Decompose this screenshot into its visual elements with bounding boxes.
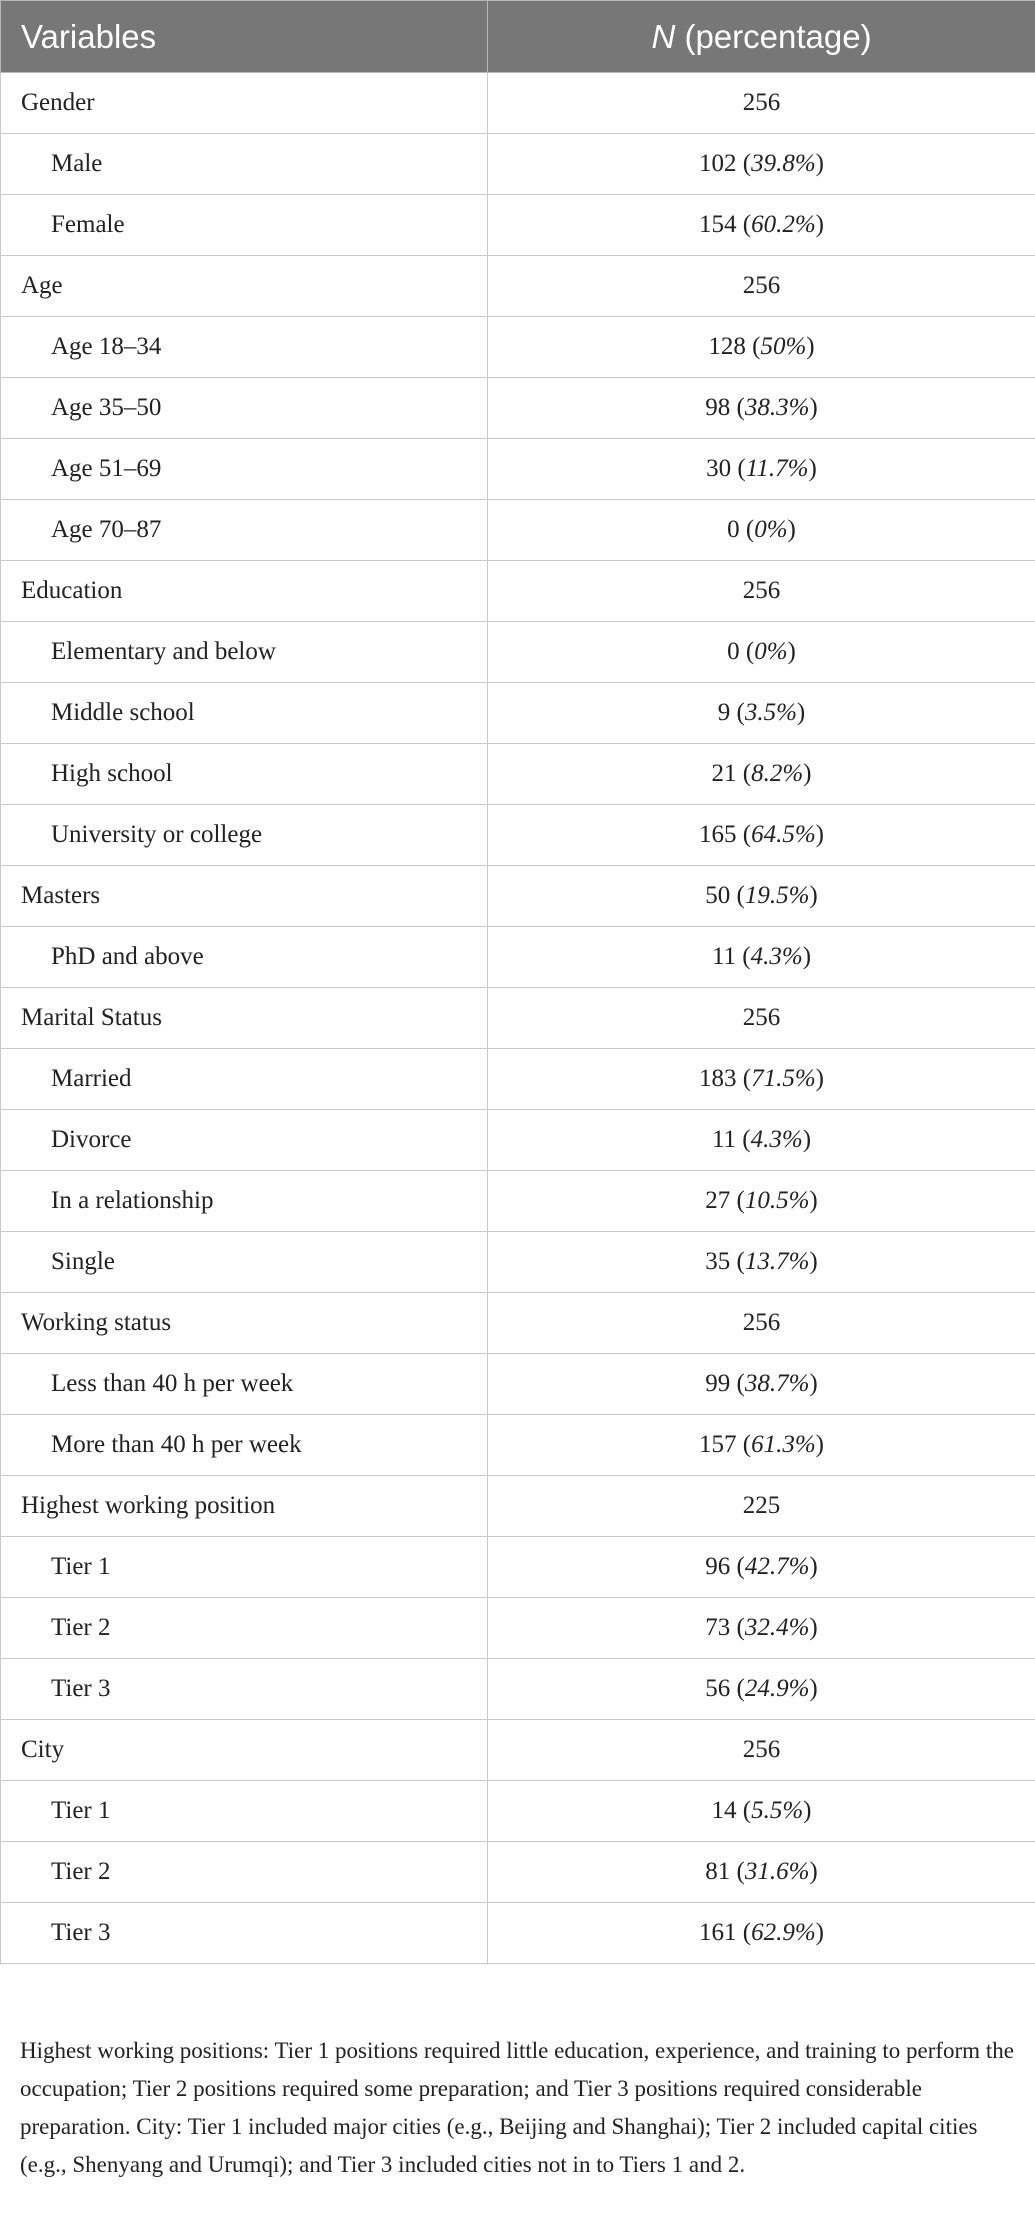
row-value: 165 (64.5%) bbox=[488, 805, 1035, 866]
row-percentage: 64.5% bbox=[751, 821, 816, 848]
row-count: 81 bbox=[705, 1858, 731, 1885]
table-row bbox=[1, 256, 1035, 317]
row-label: PhD and above bbox=[1, 927, 488, 988]
row-count: 73 bbox=[705, 1614, 731, 1641]
table-row bbox=[1, 1232, 1035, 1293]
row-percentage: 42.7% bbox=[744, 1553, 810, 1580]
row-percentage: 4.3% bbox=[750, 1126, 803, 1153]
row-count: 11 bbox=[711, 943, 737, 970]
row-count: 102 bbox=[699, 150, 737, 177]
row-label: Divorce bbox=[1, 1110, 488, 1171]
row-label: Tier 1 bbox=[1, 1781, 488, 1842]
row-label: Education bbox=[1, 561, 488, 622]
row-percentage: 50% bbox=[760, 333, 807, 360]
table-row bbox=[1, 378, 1035, 439]
row-percentage: 19.5% bbox=[744, 882, 810, 909]
row-value: 27 (10.5%) bbox=[488, 1171, 1035, 1232]
row-count: 256 bbox=[742, 1736, 781, 1763]
row-value bbox=[488, 988, 1035, 1049]
row-value: 98 (38.3%) bbox=[488, 378, 1035, 439]
row-percentage: 13.7% bbox=[744, 1248, 810, 1275]
row-percentage: 3.5% bbox=[744, 699, 797, 726]
row-count: 154 bbox=[699, 211, 737, 238]
table-row bbox=[1, 1171, 1035, 1232]
row-count: 183 bbox=[699, 1065, 737, 1092]
table-row bbox=[1, 683, 1035, 744]
row-value bbox=[488, 1476, 1035, 1537]
row-label: Single bbox=[1, 1232, 488, 1293]
row-value: 99 (38.7%) bbox=[488, 1354, 1035, 1415]
table-header-row bbox=[1, 1, 1035, 73]
row-label: Tier 3 bbox=[1, 1659, 488, 1720]
row-label: Tier 1 bbox=[1, 1537, 488, 1598]
row-label: Tier 2 bbox=[1, 1598, 488, 1659]
table-footnote: Highest working positions: Tier 1 positions required little education, experience, and training to perform the occupation; Tier 2 positions required some preparation; and Tier 3 positions required considerable preparation. City: Tier 1 included major cities (e.g., Beijing and Shanghai); Tier 2 included capital cities (e.g., Shenyang and Urumqi); and Tier 3 included cities not in to Tiers 1 and 2. bbox=[20, 2038, 1014, 2177]
table-row bbox=[1, 1781, 1035, 1842]
table-row bbox=[1, 500, 1035, 561]
row-count: 21 bbox=[711, 760, 737, 787]
row-percentage: 0% bbox=[754, 516, 788, 543]
row-count: 98 bbox=[705, 394, 731, 421]
row-value: 14 (5.5%) bbox=[488, 1781, 1035, 1842]
row-value: 0 (0%) bbox=[488, 622, 1035, 683]
table-row bbox=[1, 744, 1035, 805]
table-row bbox=[1, 1049, 1035, 1110]
row-label: More than 40 h per week bbox=[1, 1415, 488, 1476]
row-percentage: 38.7% bbox=[744, 1370, 810, 1397]
row-percentage: 10.5% bbox=[744, 1187, 810, 1214]
row-percentage: 61.3% bbox=[751, 1431, 816, 1458]
row-value: 11 (4.3%) bbox=[488, 1110, 1035, 1171]
table-row bbox=[1, 1598, 1035, 1659]
row-percentage: 38.3% bbox=[744, 394, 810, 421]
row-count: 161 bbox=[699, 1919, 737, 1946]
row-label: Age bbox=[1, 256, 488, 317]
row-value: 0 (0%) bbox=[488, 500, 1035, 561]
table-row bbox=[1, 1720, 1035, 1781]
row-value bbox=[488, 1293, 1035, 1354]
row-label: In a relationship bbox=[1, 1171, 488, 1232]
row-label: City bbox=[1, 1720, 488, 1781]
table-row bbox=[1, 73, 1035, 134]
row-count: 96 bbox=[705, 1553, 731, 1580]
row-label: Tier 3 bbox=[1, 1903, 488, 1964]
table-row bbox=[1, 561, 1035, 622]
row-count: 157 bbox=[699, 1431, 737, 1458]
row-label: Highest working position bbox=[1, 1476, 488, 1537]
table-row bbox=[1, 1903, 1035, 1964]
row-value: 161 (62.9%) bbox=[488, 1903, 1035, 1964]
row-value: 50 (19.5%) bbox=[488, 866, 1035, 927]
header-n-rest: (percentage) bbox=[675, 17, 872, 55]
table-row bbox=[1, 866, 1035, 927]
table-row bbox=[1, 317, 1035, 378]
row-value: 21 (8.2%) bbox=[488, 744, 1035, 805]
row-label: Working status bbox=[1, 1293, 488, 1354]
row-count: 0 bbox=[727, 638, 740, 665]
row-label: Gender bbox=[1, 73, 488, 134]
row-count: 9 bbox=[717, 699, 731, 726]
row-value: 35 (13.7%) bbox=[488, 1232, 1035, 1293]
row-label: Middle school bbox=[1, 683, 488, 744]
row-label: Less than 40 h per week bbox=[1, 1354, 488, 1415]
row-label: Age 35–50 bbox=[1, 378, 488, 439]
row-count: 35 bbox=[705, 1248, 731, 1275]
row-count: 256 bbox=[742, 272, 781, 299]
table-row bbox=[1, 439, 1035, 500]
row-label: Male bbox=[1, 134, 488, 195]
row-percentage: 5.5% bbox=[751, 1797, 804, 1824]
row-count: 256 bbox=[742, 577, 781, 604]
table-row bbox=[1, 1659, 1035, 1720]
table-row bbox=[1, 134, 1035, 195]
row-percentage: 11.7% bbox=[745, 455, 809, 482]
row-percentage: 62.9% bbox=[751, 1919, 816, 1946]
table-body bbox=[1, 73, 1035, 1964]
row-percentage: 8.2% bbox=[751, 760, 804, 787]
row-value: 56 (24.9%) bbox=[488, 1659, 1035, 1720]
row-value: 30 (11.7%) bbox=[488, 439, 1035, 500]
row-label: Female bbox=[1, 195, 488, 256]
row-percentage: 0% bbox=[754, 638, 788, 665]
table-row bbox=[1, 1293, 1035, 1354]
row-label: Age 51–69 bbox=[1, 439, 488, 500]
row-count: 11 bbox=[711, 1126, 737, 1153]
row-value: 96 (42.7%) bbox=[488, 1537, 1035, 1598]
row-count: 256 bbox=[742, 1309, 781, 1336]
row-count: 99 bbox=[705, 1370, 731, 1397]
row-count: 256 bbox=[742, 1004, 781, 1031]
row-count: 256 bbox=[742, 89, 781, 116]
row-percentage: 31.6% bbox=[744, 1858, 810, 1885]
row-percentage: 24.9% bbox=[744, 1675, 810, 1702]
row-value bbox=[488, 256, 1035, 317]
table-row bbox=[1, 927, 1035, 988]
row-value bbox=[488, 1720, 1035, 1781]
header-n-percentage bbox=[488, 1, 1035, 73]
header-variables: Variables bbox=[1, 1, 488, 73]
row-value: 9 (3.5%) bbox=[488, 683, 1035, 744]
table-row bbox=[1, 988, 1035, 1049]
row-count: 27 bbox=[705, 1187, 731, 1214]
table-row bbox=[1, 1842, 1035, 1903]
row-value bbox=[488, 561, 1035, 622]
row-count: 128 bbox=[708, 333, 746, 360]
table-row bbox=[1, 1110, 1035, 1171]
row-count: 0 bbox=[727, 516, 740, 543]
row-percentage: 39.8% bbox=[751, 150, 816, 177]
row-percentage: 60.2% bbox=[751, 211, 816, 238]
table-row bbox=[1, 622, 1035, 683]
row-label: Married bbox=[1, 1049, 488, 1110]
row-count: 56 bbox=[705, 1675, 731, 1702]
row-percentage: 32.4% bbox=[744, 1614, 810, 1641]
row-count: 14 bbox=[711, 1797, 737, 1824]
table-row bbox=[1, 1354, 1035, 1415]
row-percentage: 4.3% bbox=[750, 943, 803, 970]
table-row bbox=[1, 1476, 1035, 1537]
row-count: 225 bbox=[742, 1492, 781, 1519]
row-count: 165 bbox=[699, 821, 737, 848]
row-value bbox=[488, 73, 1035, 134]
row-percentage: 71.5% bbox=[751, 1065, 816, 1092]
row-label: Masters bbox=[1, 866, 488, 927]
row-value: 11 (4.3%) bbox=[488, 927, 1035, 988]
row-value: 102 (39.8%) bbox=[488, 134, 1035, 195]
row-value: 81 (31.6%) bbox=[488, 1842, 1035, 1903]
row-value: 157 (61.3%) bbox=[488, 1415, 1035, 1476]
table-row bbox=[1, 195, 1035, 256]
row-label: Age 70–87 bbox=[1, 500, 488, 561]
table-row bbox=[1, 1537, 1035, 1598]
table-row bbox=[1, 805, 1035, 866]
row-value: 73 (32.4%) bbox=[488, 1598, 1035, 1659]
row-value: 128 (50%) bbox=[488, 317, 1035, 378]
table-row bbox=[1, 1415, 1035, 1476]
row-value: 183 (71.5%) bbox=[488, 1049, 1035, 1110]
row-label: High school bbox=[1, 744, 488, 805]
row-value: 154 (60.2%) bbox=[488, 195, 1035, 256]
row-count: 30 bbox=[706, 455, 732, 482]
row-label: Marital Status bbox=[1, 988, 488, 1049]
row-label: Elementary and below bbox=[1, 622, 488, 683]
row-label: Age 18–34 bbox=[1, 317, 488, 378]
row-label: Tier 2 bbox=[1, 1842, 488, 1903]
row-count: 50 bbox=[705, 882, 731, 909]
row-label: University or college bbox=[1, 805, 488, 866]
header-n-italic: N bbox=[651, 17, 676, 55]
